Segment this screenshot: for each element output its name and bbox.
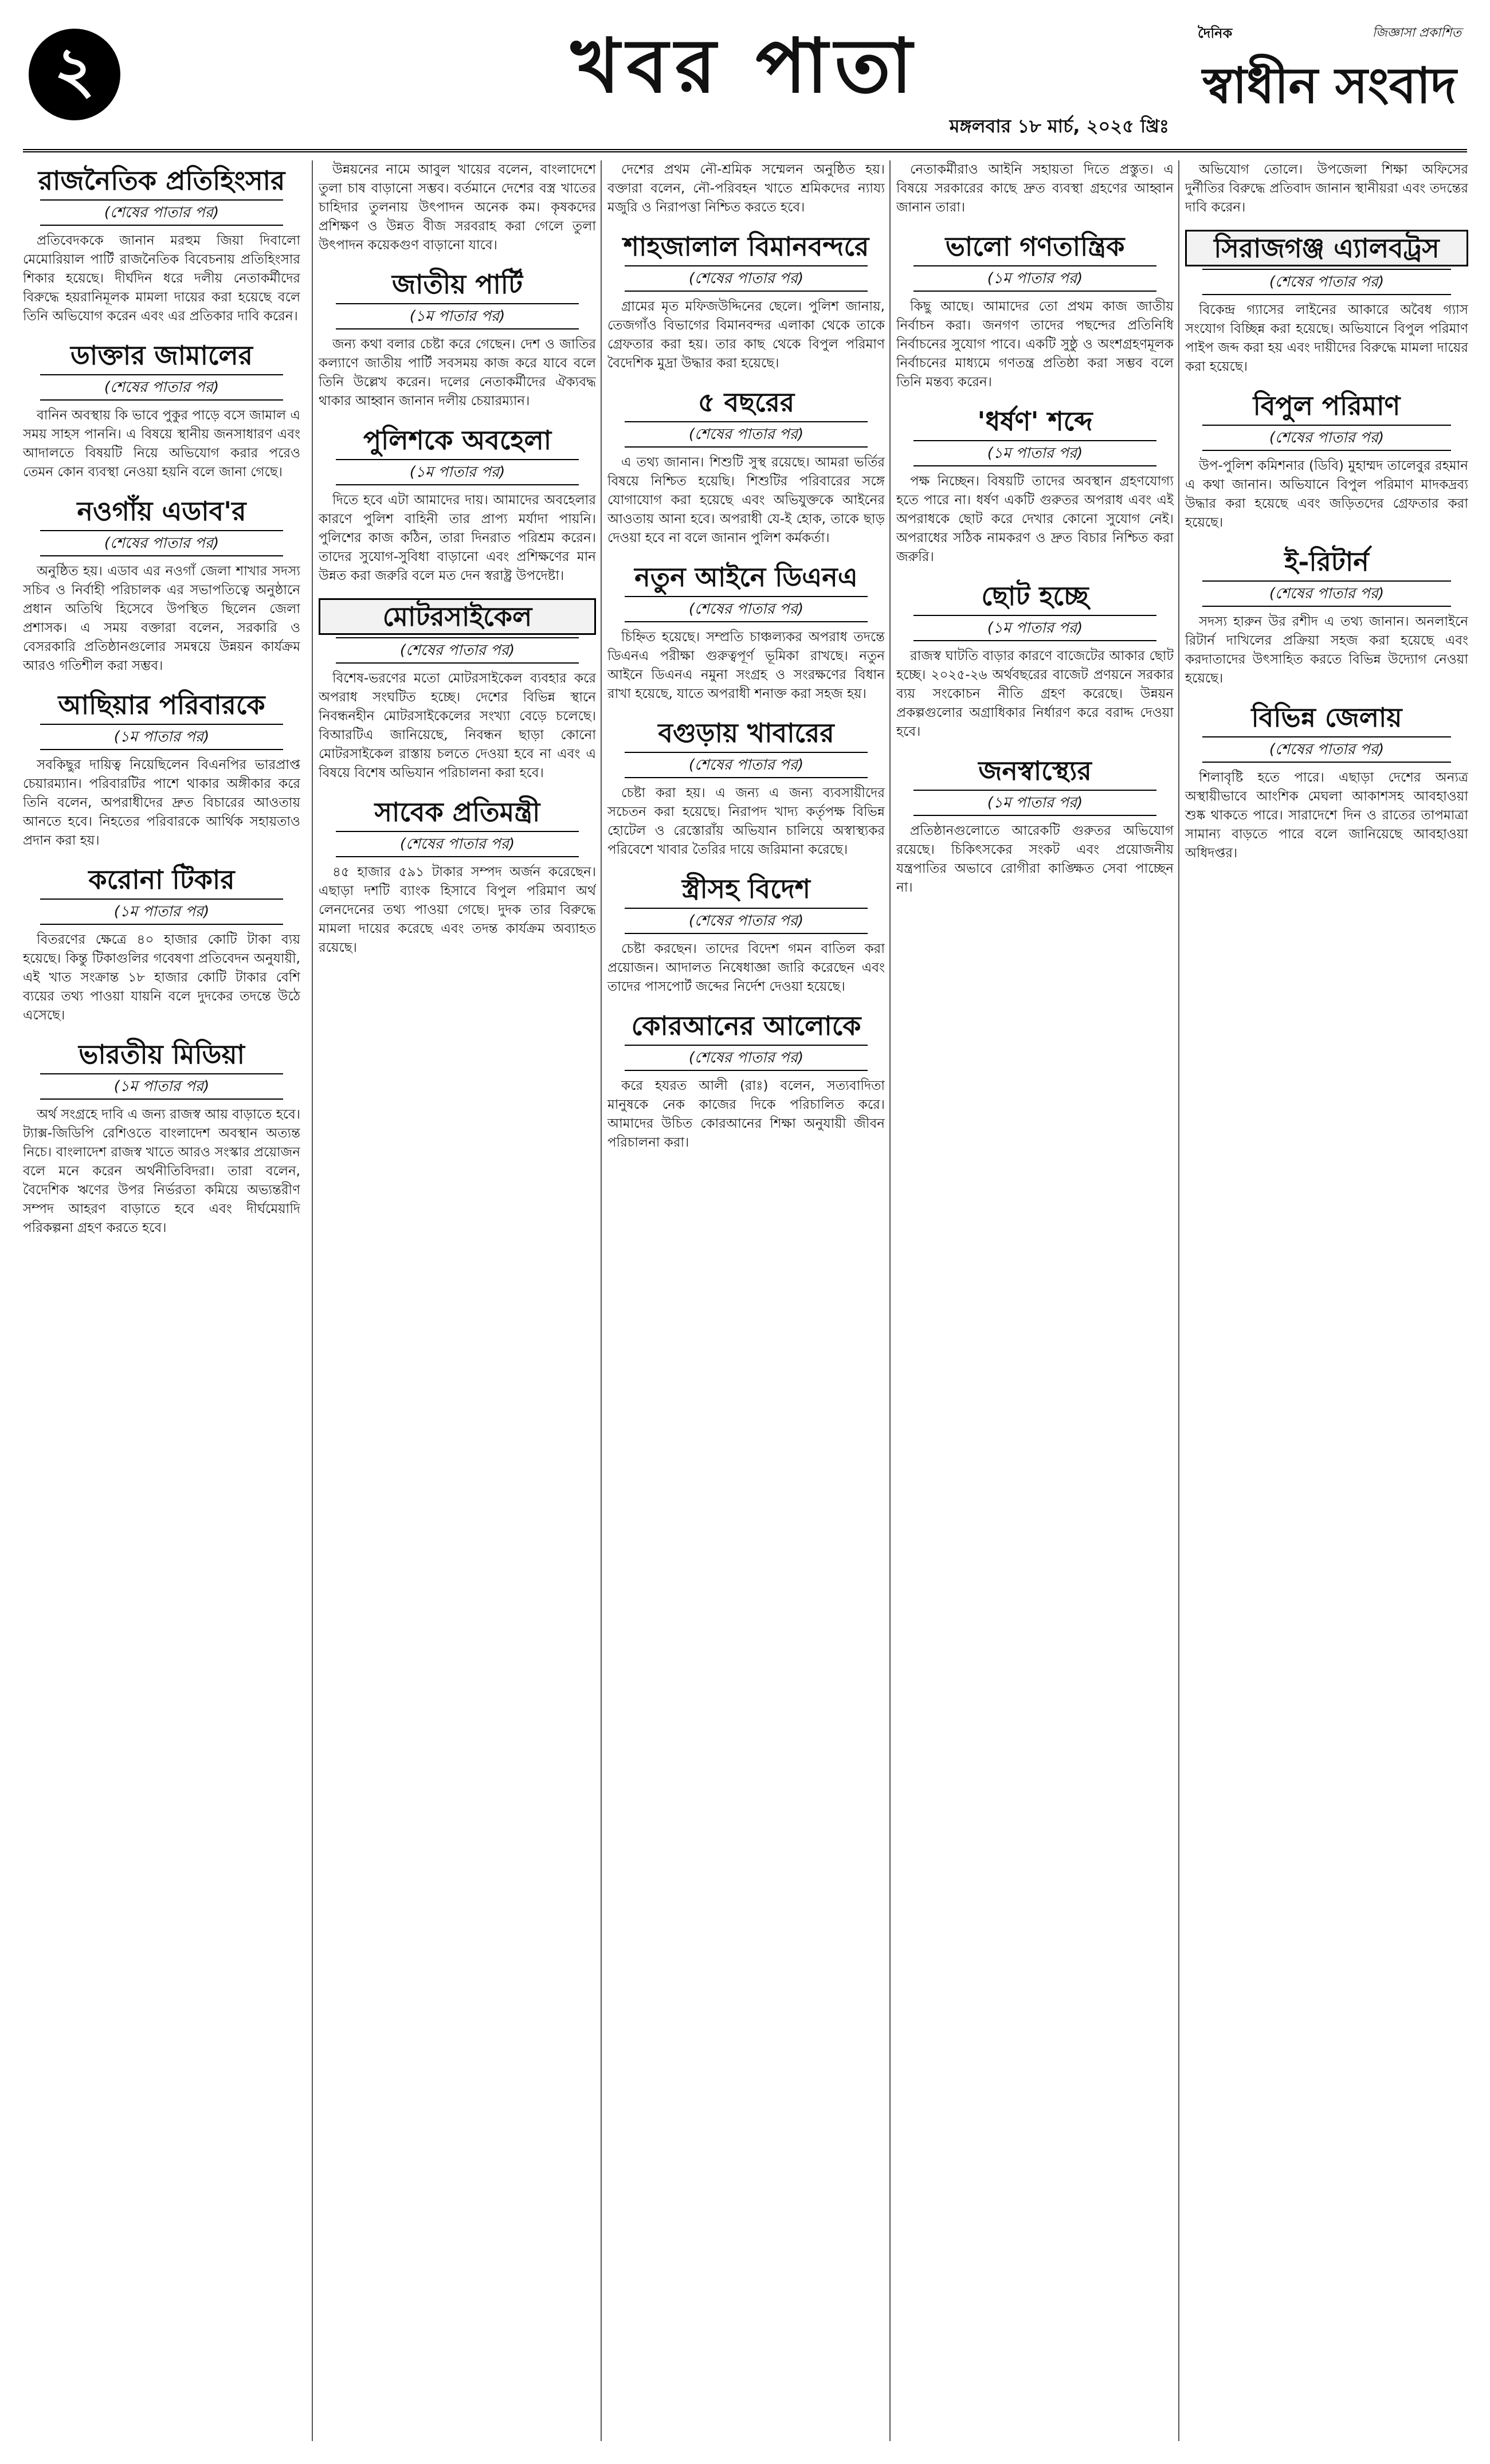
- story-headline: সাবেক প্রতিমন্ত্রী: [374, 797, 540, 827]
- story-jump: (১ম পাতার পর): [913, 615, 1156, 641]
- story-jump: (শেষের পাতার পর): [625, 752, 868, 778]
- story-headline: ডাক্তার জামালের: [70, 340, 253, 371]
- page-name: খবর পাতা: [571, 22, 919, 109]
- story: [1185, 160, 1468, 217]
- story-jump: (শেষের পাতার পর): [336, 637, 579, 664]
- story: [319, 795, 596, 958]
- story-body: বিকেন্দ্র গ্যাসের লাইনের আকারে অবৈধ গ্যাস সংযোগ বিচ্ছিন্ন করা হয়েছে। অভিযানে বিপুল পরিমাণ পাইপ জব্দ করা হয় এবং দায়ীদের বিরুদ্ধে মামলা দায়ের করা হয়েছে।: [1185, 303, 1468, 374]
- story-body: প্রতিবেদককে জানান মরহুম জিয়া দিবালো মেমোরিয়াল পার্টি রাজনৈতিক বিবেচনায় প্রতিহিংসার শিকার হয়েছে। দীর্ঘদিন ধরে দলীয় নেতাকর্মীদের বিরুদ্ধে হয়রানিমূলক মামলা দায়ের করা হয়েছে বলে তিনি অভিযোগ করেন এবং এর প্রতিকার দাবি করেন।: [23, 233, 300, 324]
- story: [23, 863, 300, 1025]
- story-body: গ্রামের মৃত মফিজউদ্দিনের ছেলে। পুলিশ জানায়, তেজগাঁও বিভাগের বিমানবন্দর এলাকা থেকে তাকে গ্রেফতার করা হয়। তার কাছ থেকে বিপুল পরিমাণ বৈদেশিক মুদ্রা উদ্ধার করা হয়েছে।: [607, 299, 885, 371]
- story-body: সবকিছুর দায়িত্ব নিয়েছিলেন বিএনপির ভারপ্রাপ্ত চেয়ারম্যান। পরিবারটির পাশে থাকার অঙ্গীকার করে তিনি বলেন, অপরাধীদের দ্রুত বিচারের আওতায় আনতে হবে। নিহতের পরিবারকে আর্থিক সহায়তাও প্রদান করা হয়।: [23, 758, 300, 848]
- paper-prefix: দৈনিক: [1198, 25, 1233, 41]
- story: [607, 230, 885, 373]
- story: [1185, 389, 1468, 532]
- story-headline: কোরআনের আলোকে: [631, 1010, 861, 1041]
- story: [607, 160, 885, 217]
- story: [607, 560, 885, 704]
- story-headline: মোটরসাইকেল: [319, 598, 596, 635]
- story: [1185, 230, 1468, 376]
- story-headline: নওগাঁয় এডাব'র: [77, 496, 246, 527]
- story-body: জন্য কথা বলার চেষ্টা করে গেছেন। দেশ ও জাতির কল্যাণে জাতীয় পার্টি সবসময় কাজ করে যাবে বলে তিনি উল্লেখ করেন। দলের নেতাকর্মীদের ঐক্যবদ্ধ থাকার আহ্বান জানান দলীয় চেয়ারম্যান।: [319, 337, 596, 409]
- story-jump: (শেষের পাতার পর): [1202, 580, 1451, 607]
- masthead: [23, 17, 1467, 152]
- story: [319, 423, 596, 586]
- story-body: পক্ষ নিচ্ছেন। বিষয়টি তাদের অবস্থান গ্রহণযোগ্য হতে পারে না। ধর্ষণ একটি গুরুতর অপরাধ এবং এই অপরাধকে ছোট করে দেখার কোনো সুযোগ নেই। অপরাধের সঠিক নামকরণ ও দ্রুত বিচার নিশ্চিত করা জরুরি।: [896, 474, 1174, 564]
- story-body: উন্নয়নের নামে আবুল খায়ের বলেন, বাংলাদেশে তুলা চাষ বাড়ানো সম্ভব। বর্তমানে দেশের বস্ত্র খাতের চাহিদার তুলনায় উৎপাদন অনেক কম। কৃষকদের প্রশিক্ষণ ও উন্নত বীজ সরবরাহ করা গেলে তুলা উৎপাদন কয়েকগুণ বাড়ানো যাবে।: [319, 162, 596, 253]
- story-body: বিশেষ-ভরণের মতো মোটরসাইকেল ব্যবহার করে অপরাধ সংঘটিত হচ্ছে। দেশের বিভিন্ন স্থানে নিবন্ধনহীন মোটরসাইকেলের সংখ্যা বেড়ে চলেছে। বিআরটিএ জানিয়েছে, নিবন্ধন ছাড়া কোনো মোটরসাইকেল রাস্তায় চলতে দেওয়া হবে না এবং এ বিষয়ে বিশেষ অভিযান পরিচালনা করা হবে।: [319, 671, 596, 780]
- story-body: চিহ্নিত হয়েছে। সম্প্রতি চাঞ্চল্যকর অপরাধ তদন্তে ডিএনএ পরীক্ষা গুরুত্বপূর্ণ ভূমিকা রাখছে। নতুন আইনে ডিএনএ নমুনা সংগ্রহ ও সংরক্ষণের বিধান রাখা হয়েছে, যাতে অপরাধী শনাক্ত করা সহজ হয়।: [607, 630, 885, 701]
- story-body: অনুষ্ঠিত হয়। এডাব এর নওগাঁ জেলা শাখার সদস্য সচিব ও নির্বাহী পরিচালক এর সভাপতিত্বে অনুষ্ঠানে প্রধান অতিথি হিসেবে উপস্থিত ছিলেন জেলা প্রশাসক। এ সময় বক্তারা বলেন, সরকারি ও বেসরকারি প্রতিষ্ঠানগুলোর সমন্বয়ে উন্নয়ন কার্যক্রম আরও গতিশীল করা সম্ভব।: [23, 564, 300, 673]
- story-jump: (শেষের পাতার পর): [625, 265, 868, 292]
- paper-brand: [1192, 23, 1467, 143]
- story-body: শিলাবৃষ্টি হতে পারে। এছাড়া দেশের অন্যত্র অস্থায়ীভাবে আংশিক মেঘলা আকাশসহ আবহাওয়া শুষ্ক থাকতে পারে। সারাদেশে দিন ও রাতের তাপমাত্রা সামান্য বাড়তে পারে বলে জানিয়েছে আবহাওয়া অধিদপ্তর।: [1185, 770, 1468, 861]
- story-headline: শাহজালাল বিমানবন্দরে: [623, 231, 869, 262]
- page-number: ২: [29, 29, 120, 120]
- story: [319, 268, 596, 411]
- story-body: এ তথ্য জানান। শিশুটি সুস্থ রয়েছে। আমরা ভর্তির বিষয়ে নিশ্চিত হয়েছি। শিশুটির পরিবারের সঙ্গে যোগাযোগ করা হয়েছে এবং অভিযুক্তকে আইনের আওতায় আনা হবে। অপরাধী যে-ই হোক, তাকে ছাড় দেওয়া হবে না বলে জানান পুলিশ কর্মকর্তা।: [607, 455, 885, 546]
- story-headline: বিভিন্ন জেলায়: [1251, 702, 1402, 733]
- story-headline: সিরাজগঞ্জ এ্যালবট্রস: [1185, 230, 1468, 266]
- story: [1185, 545, 1468, 688]
- story-jump: (১ম পাতার পর): [913, 440, 1156, 466]
- paper-tagline: জিজ্ঞাসা প্রকাশিত: [1372, 26, 1461, 40]
- story: [319, 598, 596, 783]
- story: [607, 872, 885, 996]
- story-jump: (১ম পাতার পর): [336, 303, 579, 329]
- story-headline: ৫ বছরের: [697, 387, 795, 418]
- story-jump: (শেষের পাতার পর): [625, 1045, 868, 1071]
- column-2: [312, 160, 596, 2441]
- story-jump: (শেষের পাতার পর): [40, 374, 283, 401]
- story-jump: (শেষের পাতার পর): [336, 831, 579, 857]
- story-headline: স্ত্রীসহ বিদেশ: [681, 873, 810, 904]
- story-jump: (শেষের পাতার পর): [40, 199, 283, 226]
- story-body: অভিযোগ তোলে। উপজেলা শিক্ষা অফিসের দুর্নীতির বিরুদ্ধে প্রতিবাদ জানান স্থানীয়রা এবং তদন্তের দাবি করেন।: [1185, 162, 1468, 215]
- column-4: [889, 160, 1174, 2441]
- story: [319, 160, 596, 255]
- story-body: চেষ্টা করা হয়। এ জন্য এ জন্য ব্যবসায়ীদের সচেতন করা হয়েছে। নিরাপদ খাদ্য কর্তৃপক্ষ বিভিন্ন হোটেল ও রেস্তোরাঁয় অভিযান চালিয়ে অস্বাস্থ্যকর পরিবেশে খাবার তৈরির দায়ে জরিমানা করেছে।: [607, 786, 885, 857]
- story-jump: (১ম পাতার পর): [336, 459, 579, 485]
- story-jump: (শেষের পাতার পর): [625, 908, 868, 934]
- story-headline: নতুন আইনে ডিএনএ: [634, 562, 858, 593]
- story: [1185, 701, 1468, 863]
- story-jump: (১ম পাতার পর): [913, 265, 1156, 292]
- story-headline: জনস্বাস্থ্যের: [978, 755, 1092, 786]
- story-body: নেতাকর্মীরাও আইনি সহায়তা দিতে প্রস্তুত। এ বিষয়ে সরকারের কাছে দ্রুত ব্যবস্থা গ্রহণের আহ্বান জানান তারা।: [896, 162, 1174, 215]
- story-jump: (১ম পাতার পর): [913, 790, 1156, 816]
- story-headline: আছিয়ার পরিবারকে: [58, 689, 265, 720]
- story-body: প্রতিষ্ঠানগুলোতে আরেকটি গুরুতর অভিযোগ রয়েছে। চিকিৎসকের সংকট এবং প্রয়োজনীয় যন্ত্রপাতির অভাবে রোগীরা কাঙ্ক্ষিত সেবা পাচ্ছেন না।: [896, 823, 1174, 895]
- story-body: রাজস্ব ঘাটতি বাড়ার কারণে বাজেটের আকার ছোট হচ্ছে। ২০২৫-২৬ অর্থবছরের বাজেট প্রণয়নে সরকার ব্যয় সংকোচন নীতি গ্রহণ করেছে। উন্নয়ন প্রকল্পগুলোর অগ্রাধিকার নির্ধারণ করে বরাদ্দ দেওয়া হবে।: [896, 649, 1174, 739]
- story-jump: (শেষের পাতার পর): [40, 530, 283, 556]
- story: [896, 405, 1174, 567]
- story-jump: (শেষের পাতার পর): [1202, 269, 1451, 295]
- story: [23, 495, 300, 676]
- story-body: দিতে হবে এটা আমাদের দায়। আমাদের অবহেলার কারণে পুলিশ বাহিনী তার প্রাপ্য মর্যাদা পায়নি। পুলিশের কাজ কঠিন, তারা দিনরাত পরিশ্রম করেন। তাদের সুযোগ-সুবিধা বাড়ানো এবং প্রশিক্ষণের মান উন্নত করা জরুরি বলে মত দেন স্বরাষ্ট্র উপদেষ্টা।: [319, 493, 596, 583]
- story-jump: (১ম পাতার পর): [40, 724, 283, 750]
- story-body: অর্থ সংগ্রহে দাবি এ জন্য রাজস্ব আয় বাড়াতে হবে। ট্যাক্স-জিডিপি রেশিওতে বাংলাদেশ অবস্থান অত্যন্ত নিচে। বাংলাদেশ রাজস্ব খাতে আরও সংস্কার প্রয়োজন বলে মনে করেন অর্থনীতিবিদরা। তারা বলেন, বৈদেশিক ঋণের উপর নির্ভরতা কমিয়ে অভ্যন্তরীণ সম্পদ আহরণ বাড়াতে হবে এবং দীর্ঘমেয়াদি পরিকল্পনা গ্রহণ করতে হবে।: [23, 1107, 300, 1235]
- column-1: [23, 160, 300, 2441]
- story-headline: করোনা টিকার: [88, 864, 235, 895]
- story-headline: ই-রিটার্ন: [1284, 546, 1369, 577]
- story-headline: ভালো গণতান্ত্রিক: [945, 231, 1125, 262]
- story-jump: (শেষের পাতার পর): [1202, 425, 1451, 451]
- story-headline: ভারতীয় মিডিয়া: [79, 1039, 245, 1070]
- story-headline: বিপুল পরিমাণ: [1253, 390, 1401, 421]
- story-body: দেশের প্রথম নৌ-শ্রমিক সম্মেলন অনুষ্ঠিত হয়। বক্তারা বলেন, নৌ-পরিবহন খাতে শ্রমিকদের ন্যায্য মজুরি ও নিরাপত্তা নিশ্চিত করতে হবে।: [607, 162, 885, 215]
- story-body: উপ-পুলিশ কমিশনার (ডিবি) মুহাম্মদ তালেবুর রহমান এ কথা জানান। অভিযানে বিপুল পরিমাণ মাদকদ্রব্য উদ্ধার করা হয়েছে এবং জড়িতদের গ্রেফতার করা হয়েছে।: [1185, 458, 1468, 530]
- story-headline: বগুড়ায় খাবারের: [658, 717, 834, 748]
- story: [607, 386, 885, 548]
- story: [896, 230, 1174, 392]
- story: [607, 716, 885, 860]
- column-3: [601, 160, 885, 2441]
- story: [896, 160, 1174, 217]
- story-body: করে হযরত আলী (রাঃ) বলেন, সত্যবাদিতা মানুষকে নেক কাজের দিকে পরিচালিত করে। আমাদের উচিত কোরআনের শিক্ষা অনুযায়ী জীবন পরিচালনা করা।: [607, 1078, 885, 1150]
- story-headline: রাজনৈতিক প্রতিহিংসার: [38, 165, 285, 196]
- story-headline: পুলিশকে অবহেলা: [363, 425, 552, 456]
- story-jump: (১ম পাতার পর): [40, 1073, 283, 1100]
- story-body: চেষ্টা করছেন। তাদের বিদেশ গমন বাতিল করা প্রয়োজন। আদালত নিষেধাজ্ঞা জারি করেছেন এবং তাদের পাসপোর্ট জব্দের নির্দেশ দেওয়া হয়েছে।: [607, 941, 885, 994]
- column-5: [1178, 160, 1468, 2441]
- story-headline: জাতীয় পার্টি: [391, 269, 523, 300]
- story-body: ৪৫ হাজার ৫৯১ টাকার সম্পদ অর্জন করেছেন। এছাড়া দশটি ব্যাংক হিসাবে বিপুল পরিমাণ অর্থ লেনদেনের তথ্য পাওয়া গেছে। দুদক তার বিরুদ্ধে মামলা দায়ের করেছে এবং তদন্ত কার্যক্রম অব্যাহত রয়েছে।: [319, 865, 596, 955]
- story-jump: (শেষের পাতার পর): [625, 596, 868, 622]
- story-jump: (শেষের পাতার পর): [625, 421, 868, 448]
- story: [23, 688, 300, 850]
- story-jump: (শেষের পাতার পর): [1202, 736, 1451, 763]
- story-headline: ছোট হচ্ছে: [981, 580, 1089, 611]
- story: [896, 579, 1174, 741]
- story: [607, 1009, 885, 1152]
- story-headline: 'ধর্ষণ' শব্দে: [977, 406, 1093, 437]
- story-body: বানিন অবস্থায় কি ভাবে পুকুর পাড়ে বসে জামাল এ সময় সাহস পাননি। এ বিষয়ে স্থানীয় জনসাধারণ এবং আদালতে বিষয়টি নিয়ে অভিযোগ করার পরেও তেমন কোন ব্যবস্থা নেওয়া হয়নি বলে জানা গেছে।: [23, 408, 300, 480]
- story: [23, 339, 300, 482]
- story-body: সদস্য হারুন উর রশীদ এ তথ্য জানান। অনলাইনে রিটার্ন দাখিলের প্রক্রিয়া সহজ করা হয়েছে এবং করদাতাদের উৎসাহিত করতে বিভিন্ন উদ্যোগ নেওয়া হয়েছে।: [1185, 614, 1468, 686]
- story-body: বিতরণের ক্ষেত্রে ৪০ হাজার কোটি টাকা ব্যয় হয়েছে। কিন্তু টিকাগুলির গবেষণা প্রতিবেদন অনুযায়ী, এই খাত সংক্রান্ত ১৮ হাজার কোটি টাকার বেশি ব্যয়ের তথ্য পাওয়া যায়নি বলে দুদকের তদন্তে উঠে এসেছে।: [23, 932, 300, 1023]
- story: [23, 164, 300, 326]
- paper-name: স্বাধীন সংবাদ: [1202, 57, 1457, 115]
- newspaper-page: [23, 17, 1467, 2447]
- story-body: কিছু আছে। আমাদের তো প্রথম কাজ জাতীয় নির্বাচন করা। জনগণ তাদের পছন্দের প্রতিনিধি নির্বাচনের সুযোগ পাবে। একটি সুষ্ঠু ও অংশগ্রহণমূলক নির্বাচনের মাধ্যমে গণতন্ত্র প্রতিষ্ঠা করা সম্ভব বলে তিনি মন্তব্য করেন।: [896, 299, 1174, 390]
- story: [23, 1038, 300, 1238]
- issue-date: মঙ্গলবার ১৮ মার্চ, ২০২৫ খ্রিঃ: [949, 115, 1169, 137]
- story: [896, 754, 1174, 897]
- story-jump: (১ম পাতার পর): [40, 899, 283, 925]
